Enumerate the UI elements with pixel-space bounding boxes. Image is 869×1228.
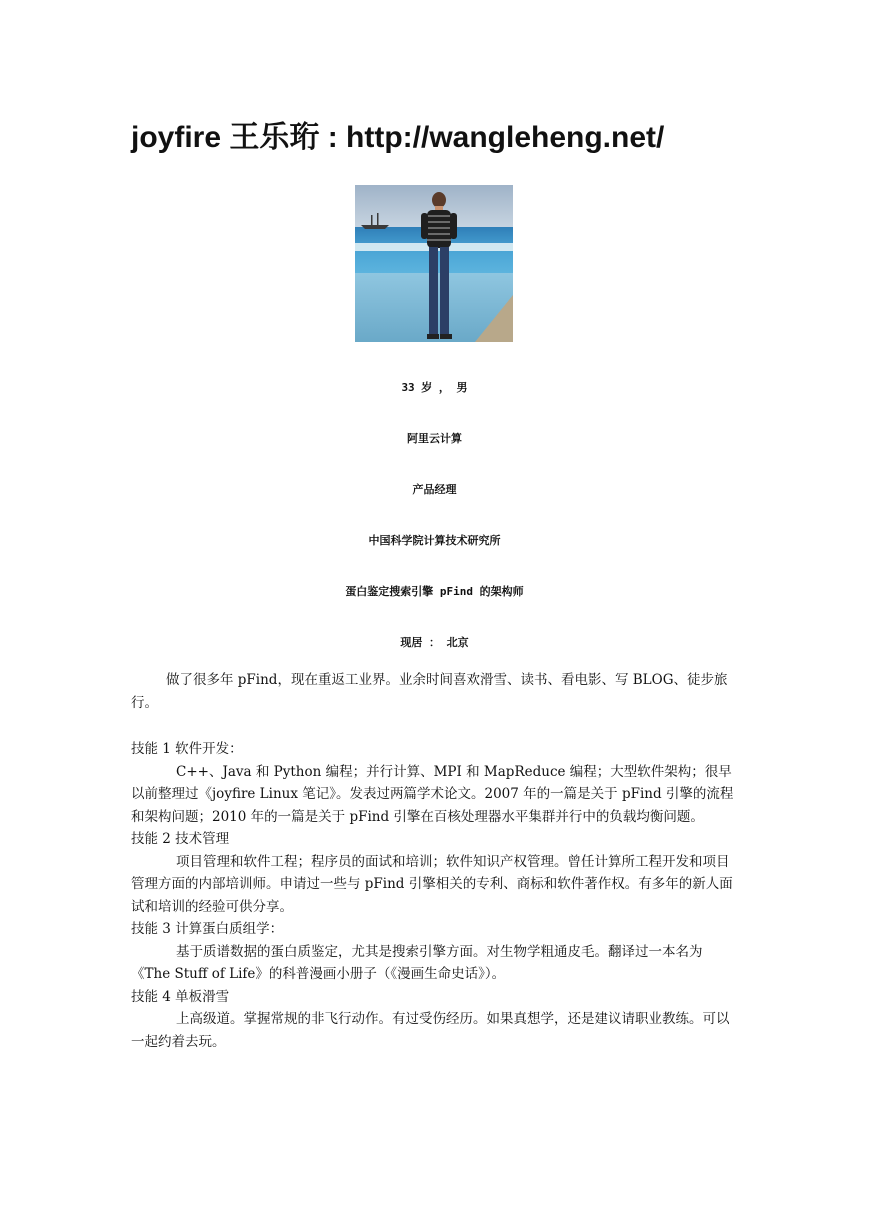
skill-text: C++、Java 和 Python 编程；并行计算、MPI 和 MapReduce 编程；大型软件架构；很早以前整理过《joyfire Linux 笔记》。发表过两篇学术论文。2007 年的一篇是关于 pFind 引擎的流程和架构问题；2010 年的一篇是关于 pFind 引擎在百核处理器水平集群并行中的负载均衡问题。 xyxy=(131,763,734,825)
profile-company: 阿里云计算 xyxy=(407,432,462,445)
skill-heading: 技能 2 技术管理 xyxy=(131,831,230,847)
skill-heading: 技能 3 计算蛋白质组学： xyxy=(131,921,284,937)
skills-section xyxy=(131,738,741,1053)
skill-heading: 技能 1 软件开发： xyxy=(131,741,243,757)
portrait-photo xyxy=(355,185,513,342)
profile-age-gender: 33 岁 ， 男 xyxy=(401,381,468,394)
skill-text: 基于质谱数据的蛋白质鉴定，尤其是搜索引擎方面。对生物学粗通皮毛。翻译过一本名为《The Stuff of Life》的科普漫画小册子（《漫画生命史话》）。 xyxy=(131,943,703,982)
profile-location: 现居 ： 北京 xyxy=(400,636,469,649)
skill-heading: 技能 4 单板滑雪 xyxy=(131,988,230,1005)
profile-role: 蛋白鉴定搜索引擎 pFind 的架构师 xyxy=(345,585,524,598)
profile-institute: 中国科学院计算技术研究所 xyxy=(368,534,501,547)
profile-position: 产品经理 xyxy=(412,483,457,496)
intro-paragraph: 做了很多年 pFind，现在重返工业界。业余时间喜欢滑雪、读书、看电影、写 BLOG、徒步旅行。 xyxy=(131,672,728,711)
skill-text: 上高级道。掌握常规的非飞行动作。有过受伤经历。如果真想学，还是建议请职业教练。可以一起约着去玩。 xyxy=(131,1011,730,1050)
page-title: joyfire 王乐珩 : http://wangleheng.net/ xyxy=(131,121,665,154)
portrait-photo-image xyxy=(355,185,513,342)
intro-section xyxy=(131,669,741,714)
skill-text: 项目管理和软件工程；程序员的面试和培训；软件知识产权管理。曾任计算所工程开发和项目管理方面的内部培训师。申请过一些与 pFind 引擎相关的专利、商标和软件著作权。有多年的新人面试和培训的经验可供分享。 xyxy=(131,853,733,915)
